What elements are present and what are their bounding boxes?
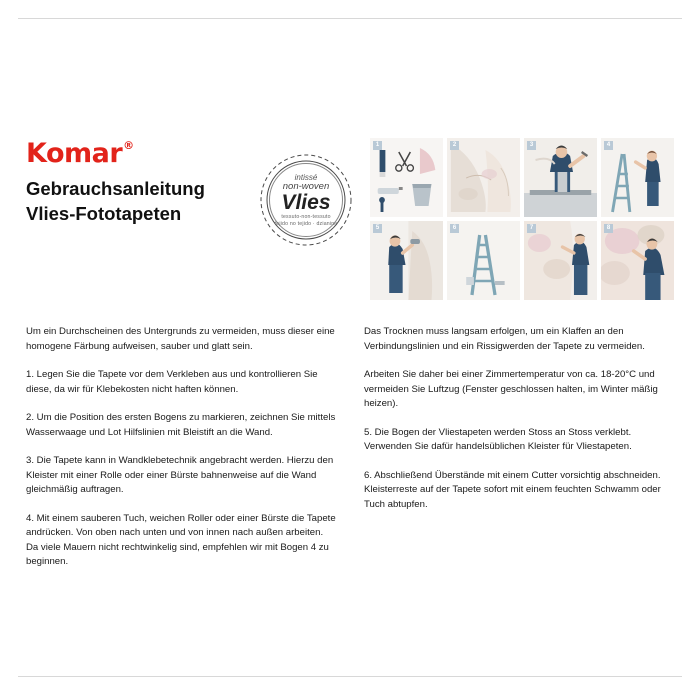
step-number-badge: 5 — [373, 224, 382, 233]
step-image-2 — [447, 138, 520, 217]
brand-name: Komar — [26, 138, 123, 169]
header — [26, 130, 674, 315]
seal-line-4: tessuto-non-tessuto — [281, 214, 331, 220]
right-column — [364, 325, 674, 584]
sheet-content — [26, 130, 674, 567]
step-number-badge: 3 — [527, 141, 536, 150]
step-image-7 — [524, 221, 597, 300]
right-step-5: 5. Die Bogen der Vliestapeten werden Stoss an Stoss verklebt. Verwenden Sie dafür handelsüblichen Kleister für Vliestapeten. — [364, 426, 632, 452]
seal-line-2: non-woven — [282, 181, 330, 192]
step-image-6 — [447, 221, 520, 300]
step-image-grid — [370, 138, 674, 300]
step-number-badge: 4 — [604, 141, 613, 150]
bottom-divider — [18, 676, 682, 677]
right-step-6: 6. Abschließend Überstände mit einem Cutter vorsichtig abschneiden. Kleisterreste auf der Tapete sofort mit einem feuchten Schwamm oder Tuch abtupfen. — [364, 469, 661, 510]
step-number-badge: 6 — [450, 224, 459, 233]
right-lead-paragraph: Das Trocknen muss langsam erfolgen, um ein Klaffen an den Verbindungslinien und ein Rissigwerden der Tapete zu vermeiden. — [364, 326, 645, 352]
top-divider — [18, 18, 682, 19]
step-number-badge: 8 — [604, 224, 613, 233]
left-lead-paragraph: Um ein Durchscheinen des Untergrunds zu vermeiden, muss dieser eine homogene Färbung aufweisen, sauber und glatt sein. — [26, 326, 335, 352]
step-number-badge: 1 — [373, 141, 382, 150]
brand-logo — [26, 138, 133, 169]
left-step-1: 1. Legen Sie die Tapete vor dem Verkleben aus und kontrollieren Sie diese, da wir für Klebekosten nicht haften können. — [26, 369, 318, 395]
page-title-line1: Gebrauchsanleitung — [26, 178, 205, 199]
right-note-temperature: Arbeiten Sie daher bei einer Zimmertemperatur von ca. 18-20°C und vermeiden Sie Luftzug (Fenster geschlossen halten, im Winter mäßig heizen). — [364, 369, 658, 409]
left-step-4: 4. Mit einem sauberen Tuch, weichen Roller oder einer Bürste die Tapete andrücken. Von oben nach unten und von innen nach außen arbeiten. Da viele Mauern nicht rechtwinkelig sind, empfehlen wir mit Bogen 4 zu beginnen. — [26, 512, 336, 567]
instruction-columns — [26, 325, 674, 584]
seal-line-5: tejido no tejido · dzianina — [274, 221, 338, 227]
step-number-badge: 2 — [450, 141, 459, 150]
seal-text — [258, 152, 354, 248]
left-column — [26, 325, 336, 584]
step-image-3 — [524, 138, 597, 217]
left-step-2: 2. Um die Position des ersten Bogens zu markieren, zeichnen Sie mittels Wasserwaage und Lot Hilfslinien mit Bleistift an die Wand. — [26, 412, 336, 438]
seal-line-1: intissé — [294, 173, 318, 182]
left-step-3: 3. Die Tapete kann in Wandklebetechnik angebracht werden. Hierzu den Kleister mit einer Rolle oder einer Bürste bahnenweise auf die Wand gleichmäßig auftragen. — [26, 455, 334, 495]
step-image-5 — [370, 221, 443, 300]
step-number-badge: 7 — [527, 224, 536, 233]
step-image-4 — [601, 138, 674, 217]
seal-line-3: Vlies — [281, 191, 331, 214]
page-title-line2: Vlies-Fototapeten — [26, 203, 182, 224]
vlies-seal — [258, 152, 354, 248]
step-image-1 — [370, 138, 443, 217]
page-title — [26, 176, 276, 226]
step-image-8 — [601, 221, 674, 300]
registered-mark: ® — [123, 139, 134, 152]
